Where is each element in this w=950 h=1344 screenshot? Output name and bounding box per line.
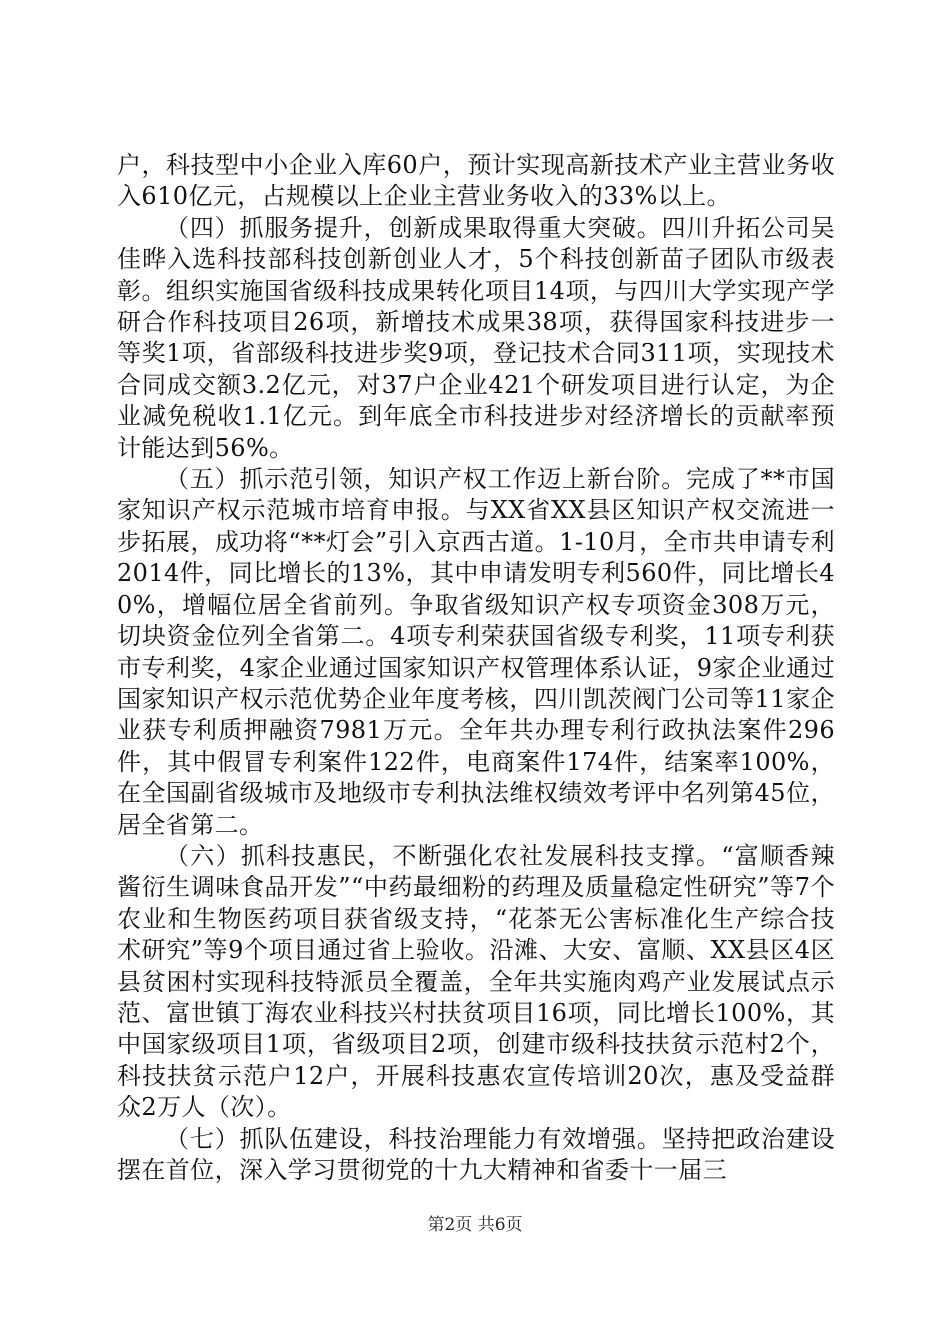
paragraph-section-4: （四）抓服务提升，创新成果取得重大突破。四川升拓公司吴佳晔入选科技部科技创新创业人才，5个科技创新苗子团队市级表彰。组织实施国省级科技成果转化项目14项，与四川大学实现产学研合作科技项目26项，新增技术成果38项，获得国家科技进步一等奖1项，省部级科技进步奖9项，登记技术合同311项，实现技术合同成交额3.2亿元，对37户企业421个研发项目进行认定，为企业减免税收1.1亿元。到年底全市科技进步对经济增长的贡献率预计能达到56%。: [117, 213, 835, 462]
paragraph-continued: 户，科技型中小企业入库60户，预计实现高新技术产业主营业务收入610亿元，占规模以上企业主营业务收入的33%以上。: [117, 151, 835, 211]
page-footer: 第2页 共6页: [427, 1215, 523, 1235]
paragraph-section-7: （七）抓队伍建设，科技治理能力有效增强。坚持把政治建设摆在首位，深入学习贯彻党的十九大精神和省委十一届三: [117, 1124, 835, 1184]
paragraph-section-6: （六）抓科技惠民，不断强化农社发展科技支撑。“富顺香辣酱衍生调味食品开发”“中药最细粉的药理及质量稳定性研究”等7个农业和生物医药项目获省级支持，“花茶无公害标准化生产综合技术研究”等9个项目通过省上验收。沿滩、大安、富顺、XX县区4区县贫困村实现科技特派员全覆盖，全年共实施肉鸡产业发展试点示范、富世镇丁海农业科技兴村扶贫项目16项，同比增长100%，其中国家级项目1项，省级项目2项，创建市级科技扶贫示范村2个，科技扶贫示范户12户，开展科技惠农宣传培训20次，惠及受益群众2万人（次）。: [117, 841, 835, 1122]
paragraph-section-5: （五）抓示范引领，知识产权工作迈上新台阶。完成了**市国家知识产权示范城市培育申报。与XX省XX县区知识产权交流进一步拓展，成功将“**灯会”引入京西古道。1-10月，全市共申请专利2014件，同比增长的13%，其中申请发明专利560件，同比增长40%，增幅位居全省前列。争取省级知识产权专项资金308万元，切块资金位列全省第二。4项专利荣获国省级专利奖，11项专利获市专利奖，4家企业通过国家知识产权管理体系认证，9家企业通过国家知识产权示范优势企业年度考核，四川凯茨阀门公司等11家企业获专利质押融资7981万元。全年共办理专利行政执法案件296件，其中假冒专利案件122件，电商案件174件，结案率100%，在全国副省级城市及地级市专利执法维权绩效考评中名列第45位，居全省第二。: [117, 465, 835, 839]
document-body: [117, 150, 835, 1186]
